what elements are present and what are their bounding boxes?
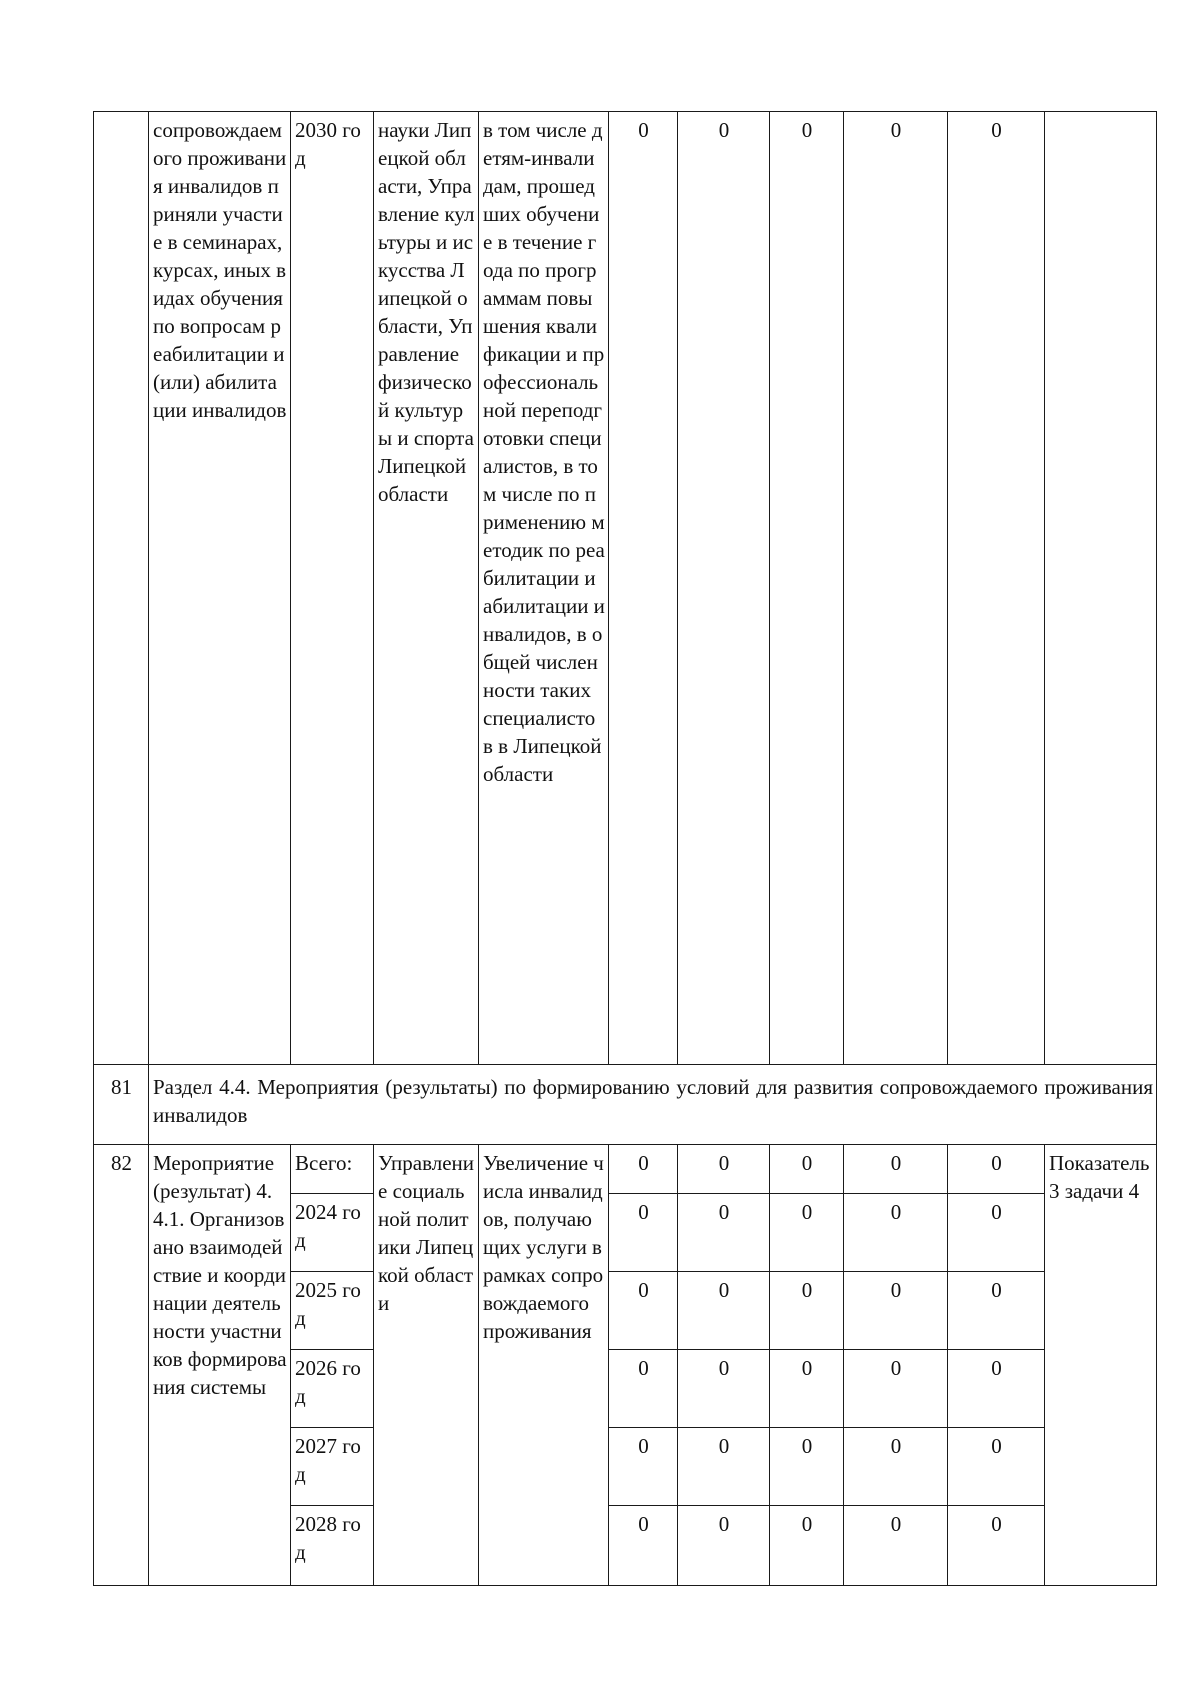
table-row [94, 1145, 1157, 1194]
value-cell: 0 [770, 1272, 844, 1350]
value-cell: 0 [678, 1272, 770, 1350]
value-cell: 0 [770, 1506, 844, 1586]
value-cell: 0 [678, 1506, 770, 1586]
value-cell: 0 [948, 1272, 1045, 1350]
year-cell: Всего: [291, 1145, 374, 1194]
value-cell: 0 [678, 1350, 770, 1428]
value-cell: 0 [948, 1194, 1045, 1272]
value-cell: 0 [609, 112, 678, 1065]
value-cell: 0 [948, 112, 1045, 1065]
executor-cell: науки Липецкой области, Управление культуры и искусства Липецкой области, Управление физической культуры и спорта Липецкой области [374, 112, 479, 1065]
row-number-cell: 82 [94, 1145, 149, 1586]
value-cell: 0 [678, 1428, 770, 1506]
year-cell: 2025 год [291, 1272, 374, 1350]
value-cell: 0 [948, 1506, 1045, 1586]
value-cell: 0 [844, 1506, 948, 1586]
row-number-cell: 81 [94, 1065, 149, 1145]
result-cell: в том числе детям-инвалидам, прошедших обучение в течение года по программам повышения квалификации и профессиональной переподготовки специалистов, в том числе по применению методик по реабилитации и абилитации инвалидов, в общей численности таких специалистов в Липецкой области [479, 112, 609, 1065]
value-cell: 0 [844, 1428, 948, 1506]
value-cell: 0 [609, 1506, 678, 1586]
value-cell: 0 [770, 112, 844, 1065]
row-number-cell [94, 112, 149, 1065]
value-cell: 0 [770, 1428, 844, 1506]
value-cell: 0 [844, 1145, 948, 1194]
year-cell: 2027 год [291, 1428, 374, 1506]
value-cell: 0 [948, 1145, 1045, 1194]
program-table [93, 111, 1157, 1586]
value-cell: 0 [948, 1428, 1045, 1506]
value-cell: 0 [844, 112, 948, 1065]
value-cell: 0 [770, 1145, 844, 1194]
result-cell: Увеличение числа инвалидов, получающих услуги в рамках сопровождаемого проживания [479, 1145, 609, 1586]
value-cell: 0 [609, 1350, 678, 1428]
year-cell: 2024 год [291, 1194, 374, 1272]
value-cell: 0 [844, 1272, 948, 1350]
table-row-section [94, 1065, 1157, 1145]
period-cell: 2030 год [291, 112, 374, 1065]
table-row-continued [94, 112, 1157, 1065]
value-cell: 0 [948, 1350, 1045, 1428]
year-cell: 2026 год [291, 1350, 374, 1428]
value-cell: 0 [678, 1145, 770, 1194]
executor-cell: Управление социальной политики Липецкой области [374, 1145, 479, 1586]
value-cell: 0 [770, 1194, 844, 1272]
section-heading: Раздел 4.4. Мероприятия (результаты) по формированию условий для развития сопровождаемого проживания инвалидов [149, 1065, 1157, 1145]
value-cell: 0 [609, 1428, 678, 1506]
value-cell: 0 [609, 1145, 678, 1194]
year-cell: 2028 год [291, 1506, 374, 1586]
measure-cell: Мероприятие (результат) 4.4.1. Организовано взаимодействие и координации деятельности участников формирования системы [149, 1145, 291, 1586]
value-cell: 0 [844, 1194, 948, 1272]
value-cell: 0 [844, 1350, 948, 1428]
value-cell: 0 [770, 1350, 844, 1428]
value-cell: 0 [609, 1272, 678, 1350]
note-cell [1045, 112, 1157, 1065]
value-cell: 0 [609, 1194, 678, 1272]
note-cell: Показатель 3 задачи 4 [1045, 1145, 1157, 1586]
value-cell: 0 [678, 1194, 770, 1272]
measure-cell: сопровождаемого проживания инвалидов приняли участие в семинарах, курсах, иных видах обучения по вопросам реабилитации и (или) абилитации инвалидов [149, 112, 291, 1065]
value-cell: 0 [678, 112, 770, 1065]
